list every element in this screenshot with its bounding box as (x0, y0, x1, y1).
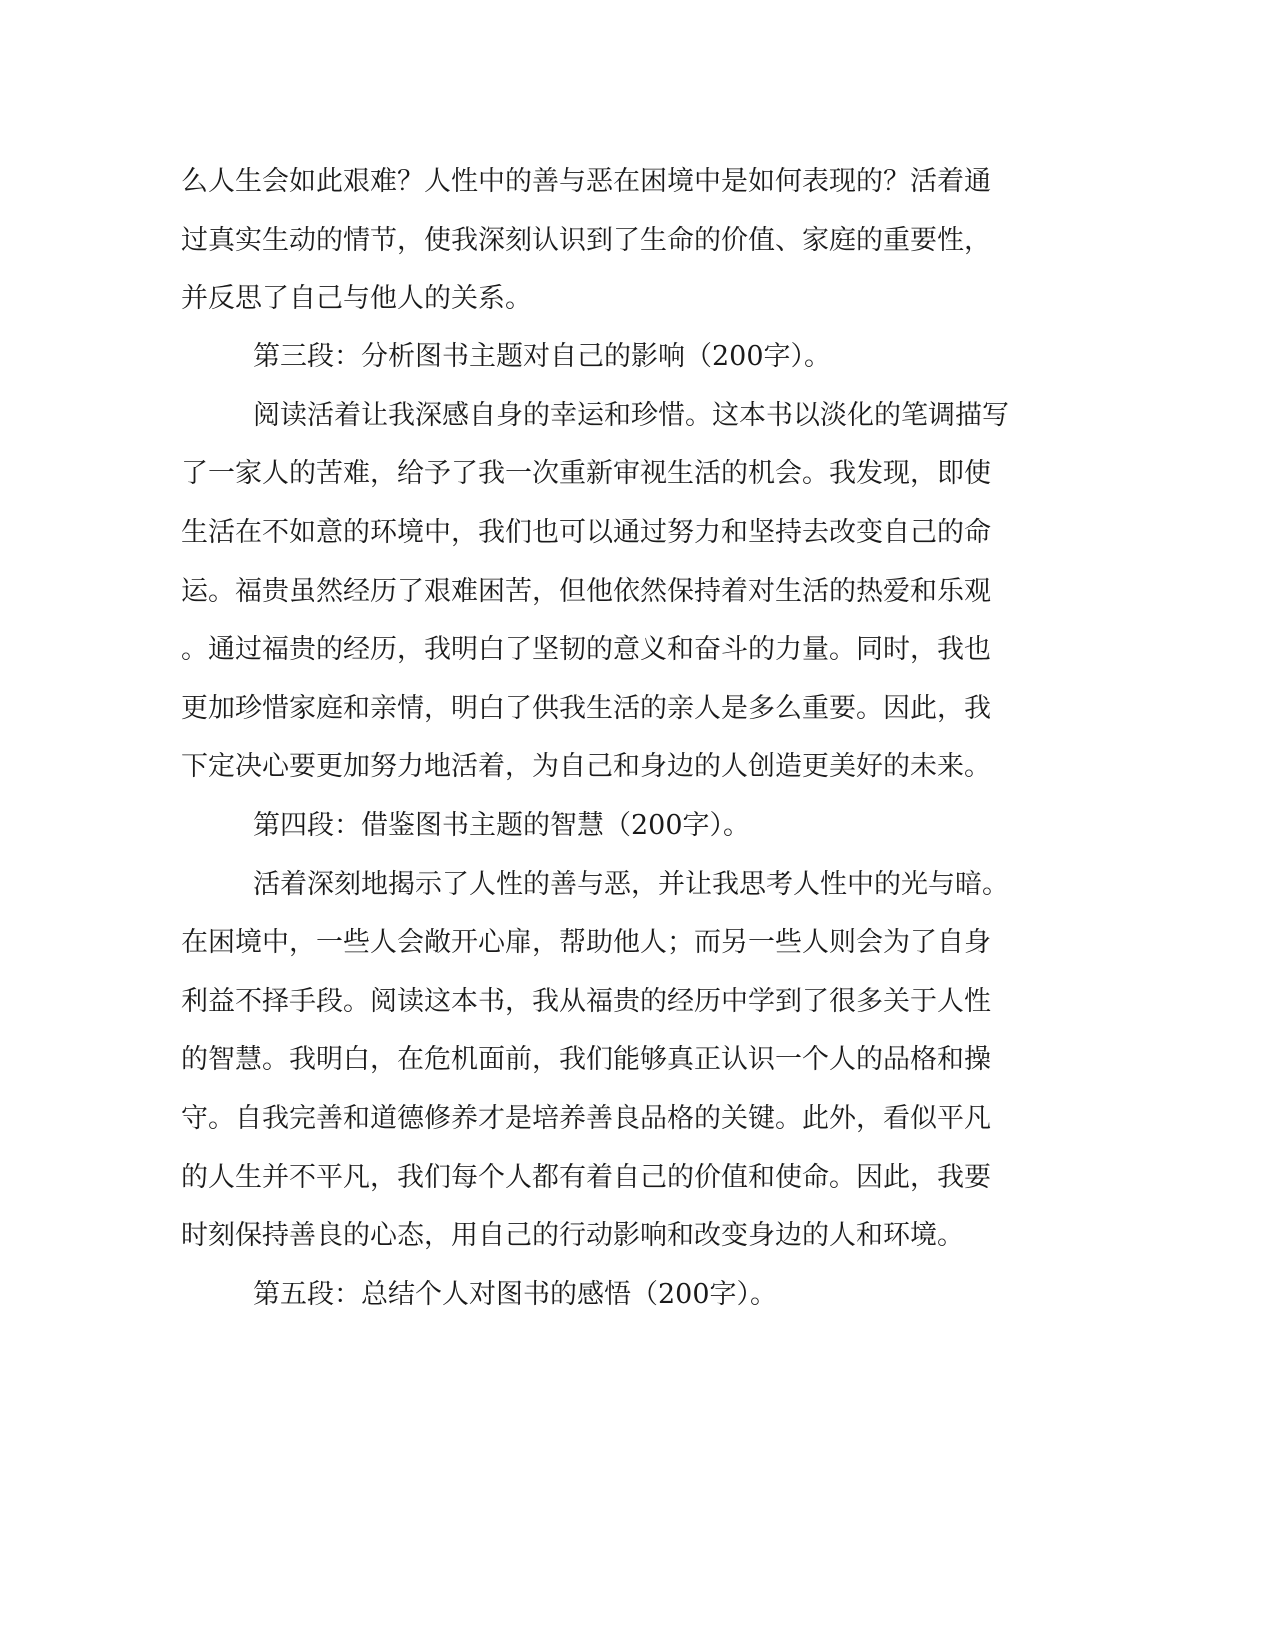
text-line: 更加珍惜家庭和亲情，明白了供我生活的亲人是多么重要。因此，我 (181, 693, 991, 724)
section-heading: 第三段：分析图书主题对自己的影响（200字）。 (253, 341, 832, 372)
section-heading: 第四段：借鉴图书主题的智慧（200字）。 (253, 810, 751, 841)
text-line: 活着深刻地揭示了人性的善与恶，并让我思考人性中的光与暗。 (253, 869, 1009, 900)
text-line: 生活在不如意的环境中，我们也可以通过努力和坚持去改变自己的命 (181, 517, 991, 548)
text-line: 阅读活着让我深感自身的幸运和珍惜。这本书以淡化的笔调描写 (253, 400, 1009, 431)
text-line: 守。自我完善和道德修养才是培养善良品格的关键。此外，看似平凡 (181, 1103, 991, 1134)
text-line: 。通过福贵的经历，我明白了坚韧的意义和奋斗的力量。同时，我也 (181, 634, 991, 665)
text-line: 时刻保持善良的心态，用自己的行动影响和改变身边的人和环境。 (181, 1220, 964, 1251)
text-line: 利益不择手段。阅读这本书，我从福贵的经历中学到了很多关于人性 (181, 986, 991, 1017)
text-line: 下定决心要更加努力地活着，为自己和身边的人创造更美好的未来。 (181, 751, 991, 782)
text-line: 的人生并不平凡，我们每个人都有着自己的价值和使命。因此，我要 (181, 1162, 991, 1193)
text-line: 么人生会如此艰难？人性中的善与恶在困境中是如何表现的？活着通 (181, 166, 991, 197)
text-line: 了一家人的苦难，给予了我一次重新审视生活的机会。我发现，即使 (181, 458, 991, 489)
text-line: 运。福贵虽然经历了艰难困苦，但他依然保持着对生活的热爱和乐观 (181, 576, 991, 607)
text-line: 在困境中，一些人会敞开心扉，帮助他人；而另一些人则会为了自身 (181, 927, 991, 958)
text-line: 的智慧。我明白，在危机面前，我们能够真正认识一个人的品格和操 (181, 1044, 991, 1075)
text-line: 过真实生动的情节，使我深刻认识到了生命的价值、家庭的重要性， (181, 225, 991, 256)
text-line: 并反思了自己与他人的关系。 (181, 283, 532, 314)
section-heading: 第五段：总结个人对图书的感悟（200字）。 (253, 1279, 778, 1310)
